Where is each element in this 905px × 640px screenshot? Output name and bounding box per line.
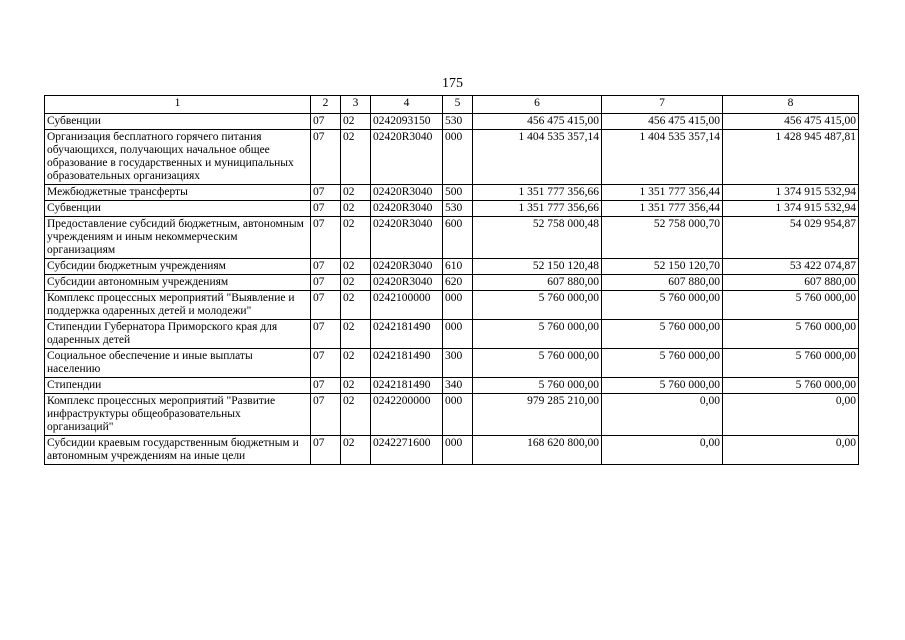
target-article-code: 02420R3040 <box>371 201 443 217</box>
section-code: 07 <box>311 394 341 436</box>
column-header: 8 <box>723 96 859 114</box>
amount-col-6: 1 404 535 357,14 <box>473 130 602 185</box>
subsection-code: 02 <box>341 185 371 201</box>
amount-col-8: 607 880,00 <box>723 275 859 291</box>
amount-col-6: 979 285 210,00 <box>473 394 602 436</box>
section-code: 07 <box>311 217 341 259</box>
target-article-code: 0242181490 <box>371 378 443 394</box>
expense-type-code: 000 <box>443 291 473 320</box>
amount-col-8: 0,00 <box>723 436 859 465</box>
subsection-code: 02 <box>341 259 371 275</box>
column-header: 6 <box>473 96 602 114</box>
column-header: 2 <box>311 96 341 114</box>
table-row <box>45 378 859 394</box>
amount-col-8: 5 760 000,00 <box>723 320 859 349</box>
amount-col-8: 53 422 074,87 <box>723 259 859 275</box>
amount-col-7: 52 150 120,70 <box>602 259 723 275</box>
amount-col-6: 168 620 800,00 <box>473 436 602 465</box>
subsection-code: 02 <box>341 114 371 130</box>
amount-col-6: 5 760 000,00 <box>473 320 602 349</box>
row-name: Комплекс процессных мероприятий "Развитие инфраструктуры общеобразовательных организаций" <box>45 394 311 436</box>
row-name: Стипендии Губернатора Приморского края для одаренных детей <box>45 320 311 349</box>
amount-col-7: 456 475 415,00 <box>602 114 723 130</box>
table-row <box>45 185 859 201</box>
table-row <box>45 291 859 320</box>
row-name: Социальное обеспечение и иные выплаты населению <box>45 349 311 378</box>
table-row <box>45 436 859 465</box>
table-row <box>45 217 859 259</box>
amount-col-8: 0,00 <box>723 394 859 436</box>
target-article-code: 02420R3040 <box>371 185 443 201</box>
amount-col-6: 1 351 777 356,66 <box>473 201 602 217</box>
target-article-code: 0242100000 <box>371 291 443 320</box>
column-header: 4 <box>371 96 443 114</box>
section-code: 07 <box>311 259 341 275</box>
subsection-code: 02 <box>341 275 371 291</box>
expense-type-code: 000 <box>443 320 473 349</box>
expense-type-code: 610 <box>443 259 473 275</box>
page-number: 175 <box>442 76 463 91</box>
amount-col-7: 52 758 000,70 <box>602 217 723 259</box>
amount-col-7: 5 760 000,00 <box>602 291 723 320</box>
row-name: Организация бесплатного горячего питания обучающихся, получающих начальное общее образование в государственных и муниципальных образовательных организациях <box>45 130 311 185</box>
amount-col-7: 0,00 <box>602 394 723 436</box>
target-article-code: 02420R3040 <box>371 217 443 259</box>
amount-col-6: 5 760 000,00 <box>473 291 602 320</box>
budget-table <box>44 95 859 465</box>
amount-col-8: 5 760 000,00 <box>723 378 859 394</box>
header-row <box>45 96 859 114</box>
target-article-code: 02420R3040 <box>371 130 443 185</box>
amount-col-7: 1 351 777 356,44 <box>602 201 723 217</box>
row-name: Межбюджетные трансферты <box>45 185 311 201</box>
subsection-code: 02 <box>341 291 371 320</box>
section-code: 07 <box>311 291 341 320</box>
amount-col-8: 456 475 415,00 <box>723 114 859 130</box>
table-row <box>45 201 859 217</box>
subsection-code: 02 <box>341 201 371 217</box>
subsection-code: 02 <box>341 217 371 259</box>
subsection-code: 02 <box>341 320 371 349</box>
target-article-code: 0242181490 <box>371 320 443 349</box>
expense-type-code: 000 <box>443 130 473 185</box>
table-row <box>45 320 859 349</box>
subsection-code: 02 <box>341 130 371 185</box>
amount-col-8: 1 374 915 532,94 <box>723 185 859 201</box>
table-row <box>45 349 859 378</box>
target-article-code: 0242200000 <box>371 394 443 436</box>
row-name: Субсидии бюджетным учреждениям <box>45 259 311 275</box>
subsection-code: 02 <box>341 436 371 465</box>
expense-type-code: 300 <box>443 349 473 378</box>
expense-type-code: 530 <box>443 114 473 130</box>
row-name: Субвенции <box>45 201 311 217</box>
amount-col-7: 5 760 000,00 <box>602 349 723 378</box>
amount-col-7: 607 880,00 <box>602 275 723 291</box>
amount-col-7: 1 404 535 357,14 <box>602 130 723 185</box>
target-article-code: 0242093150 <box>371 114 443 130</box>
target-article-code: 0242181490 <box>371 349 443 378</box>
target-article-code: 02420R3040 <box>371 275 443 291</box>
column-header: 1 <box>45 96 311 114</box>
column-header: 7 <box>602 96 723 114</box>
column-header: 5 <box>443 96 473 114</box>
amount-col-8: 5 760 000,00 <box>723 291 859 320</box>
amount-col-6: 607 880,00 <box>473 275 602 291</box>
amount-col-7: 5 760 000,00 <box>602 320 723 349</box>
table-row <box>45 275 859 291</box>
table-row <box>45 114 859 130</box>
amount-col-8: 1 374 915 532,94 <box>723 201 859 217</box>
target-article-code: 0242271600 <box>371 436 443 465</box>
row-name: Субсидии автономным учреждениям <box>45 275 311 291</box>
amount-col-8: 54 029 954,87 <box>723 217 859 259</box>
column-header: 3 <box>341 96 371 114</box>
amount-col-7: 5 760 000,00 <box>602 378 723 394</box>
row-name: Субвенции <box>45 114 311 130</box>
amount-col-6: 52 758 000,48 <box>473 217 602 259</box>
amount-col-6: 5 760 000,00 <box>473 378 602 394</box>
expense-type-code: 000 <box>443 436 473 465</box>
section-code: 07 <box>311 349 341 378</box>
amount-col-6: 1 351 777 356,66 <box>473 185 602 201</box>
row-name: Стипендии <box>45 378 311 394</box>
target-article-code: 02420R3040 <box>371 259 443 275</box>
section-code: 07 <box>311 378 341 394</box>
amount-col-6: 5 760 000,00 <box>473 349 602 378</box>
amount-col-6: 52 150 120,48 <box>473 259 602 275</box>
row-name: Предоставление субсидий бюджетным, автономным учреждениям и иным некоммерческим организациям <box>45 217 311 259</box>
amount-col-7: 0,00 <box>602 436 723 465</box>
expense-type-code: 000 <box>443 394 473 436</box>
table-row <box>45 259 859 275</box>
table-row <box>45 394 859 436</box>
amount-col-8: 5 760 000,00 <box>723 349 859 378</box>
amount-col-6: 456 475 415,00 <box>473 114 602 130</box>
subsection-code: 02 <box>341 394 371 436</box>
expense-type-code: 600 <box>443 217 473 259</box>
section-code: 07 <box>311 275 341 291</box>
row-name: Комплекс процессных мероприятий "Выявление и поддержка одаренных детей и молодежи" <box>45 291 311 320</box>
expense-type-code: 620 <box>443 275 473 291</box>
row-name: Субсидии краевым государственным бюджетным и автономным учреждениям на иные цели <box>45 436 311 465</box>
section-code: 07 <box>311 320 341 349</box>
section-code: 07 <box>311 185 341 201</box>
table-row <box>45 130 859 185</box>
amount-col-8: 1 428 945 487,81 <box>723 130 859 185</box>
section-code: 07 <box>311 436 341 465</box>
expense-type-code: 500 <box>443 185 473 201</box>
amount-col-7: 1 351 777 356,44 <box>602 185 723 201</box>
subsection-code: 02 <box>341 378 371 394</box>
expense-type-code: 530 <box>443 201 473 217</box>
section-code: 07 <box>311 114 341 130</box>
section-code: 07 <box>311 130 341 185</box>
expense-type-code: 340 <box>443 378 473 394</box>
subsection-code: 02 <box>341 349 371 378</box>
section-code: 07 <box>311 201 341 217</box>
